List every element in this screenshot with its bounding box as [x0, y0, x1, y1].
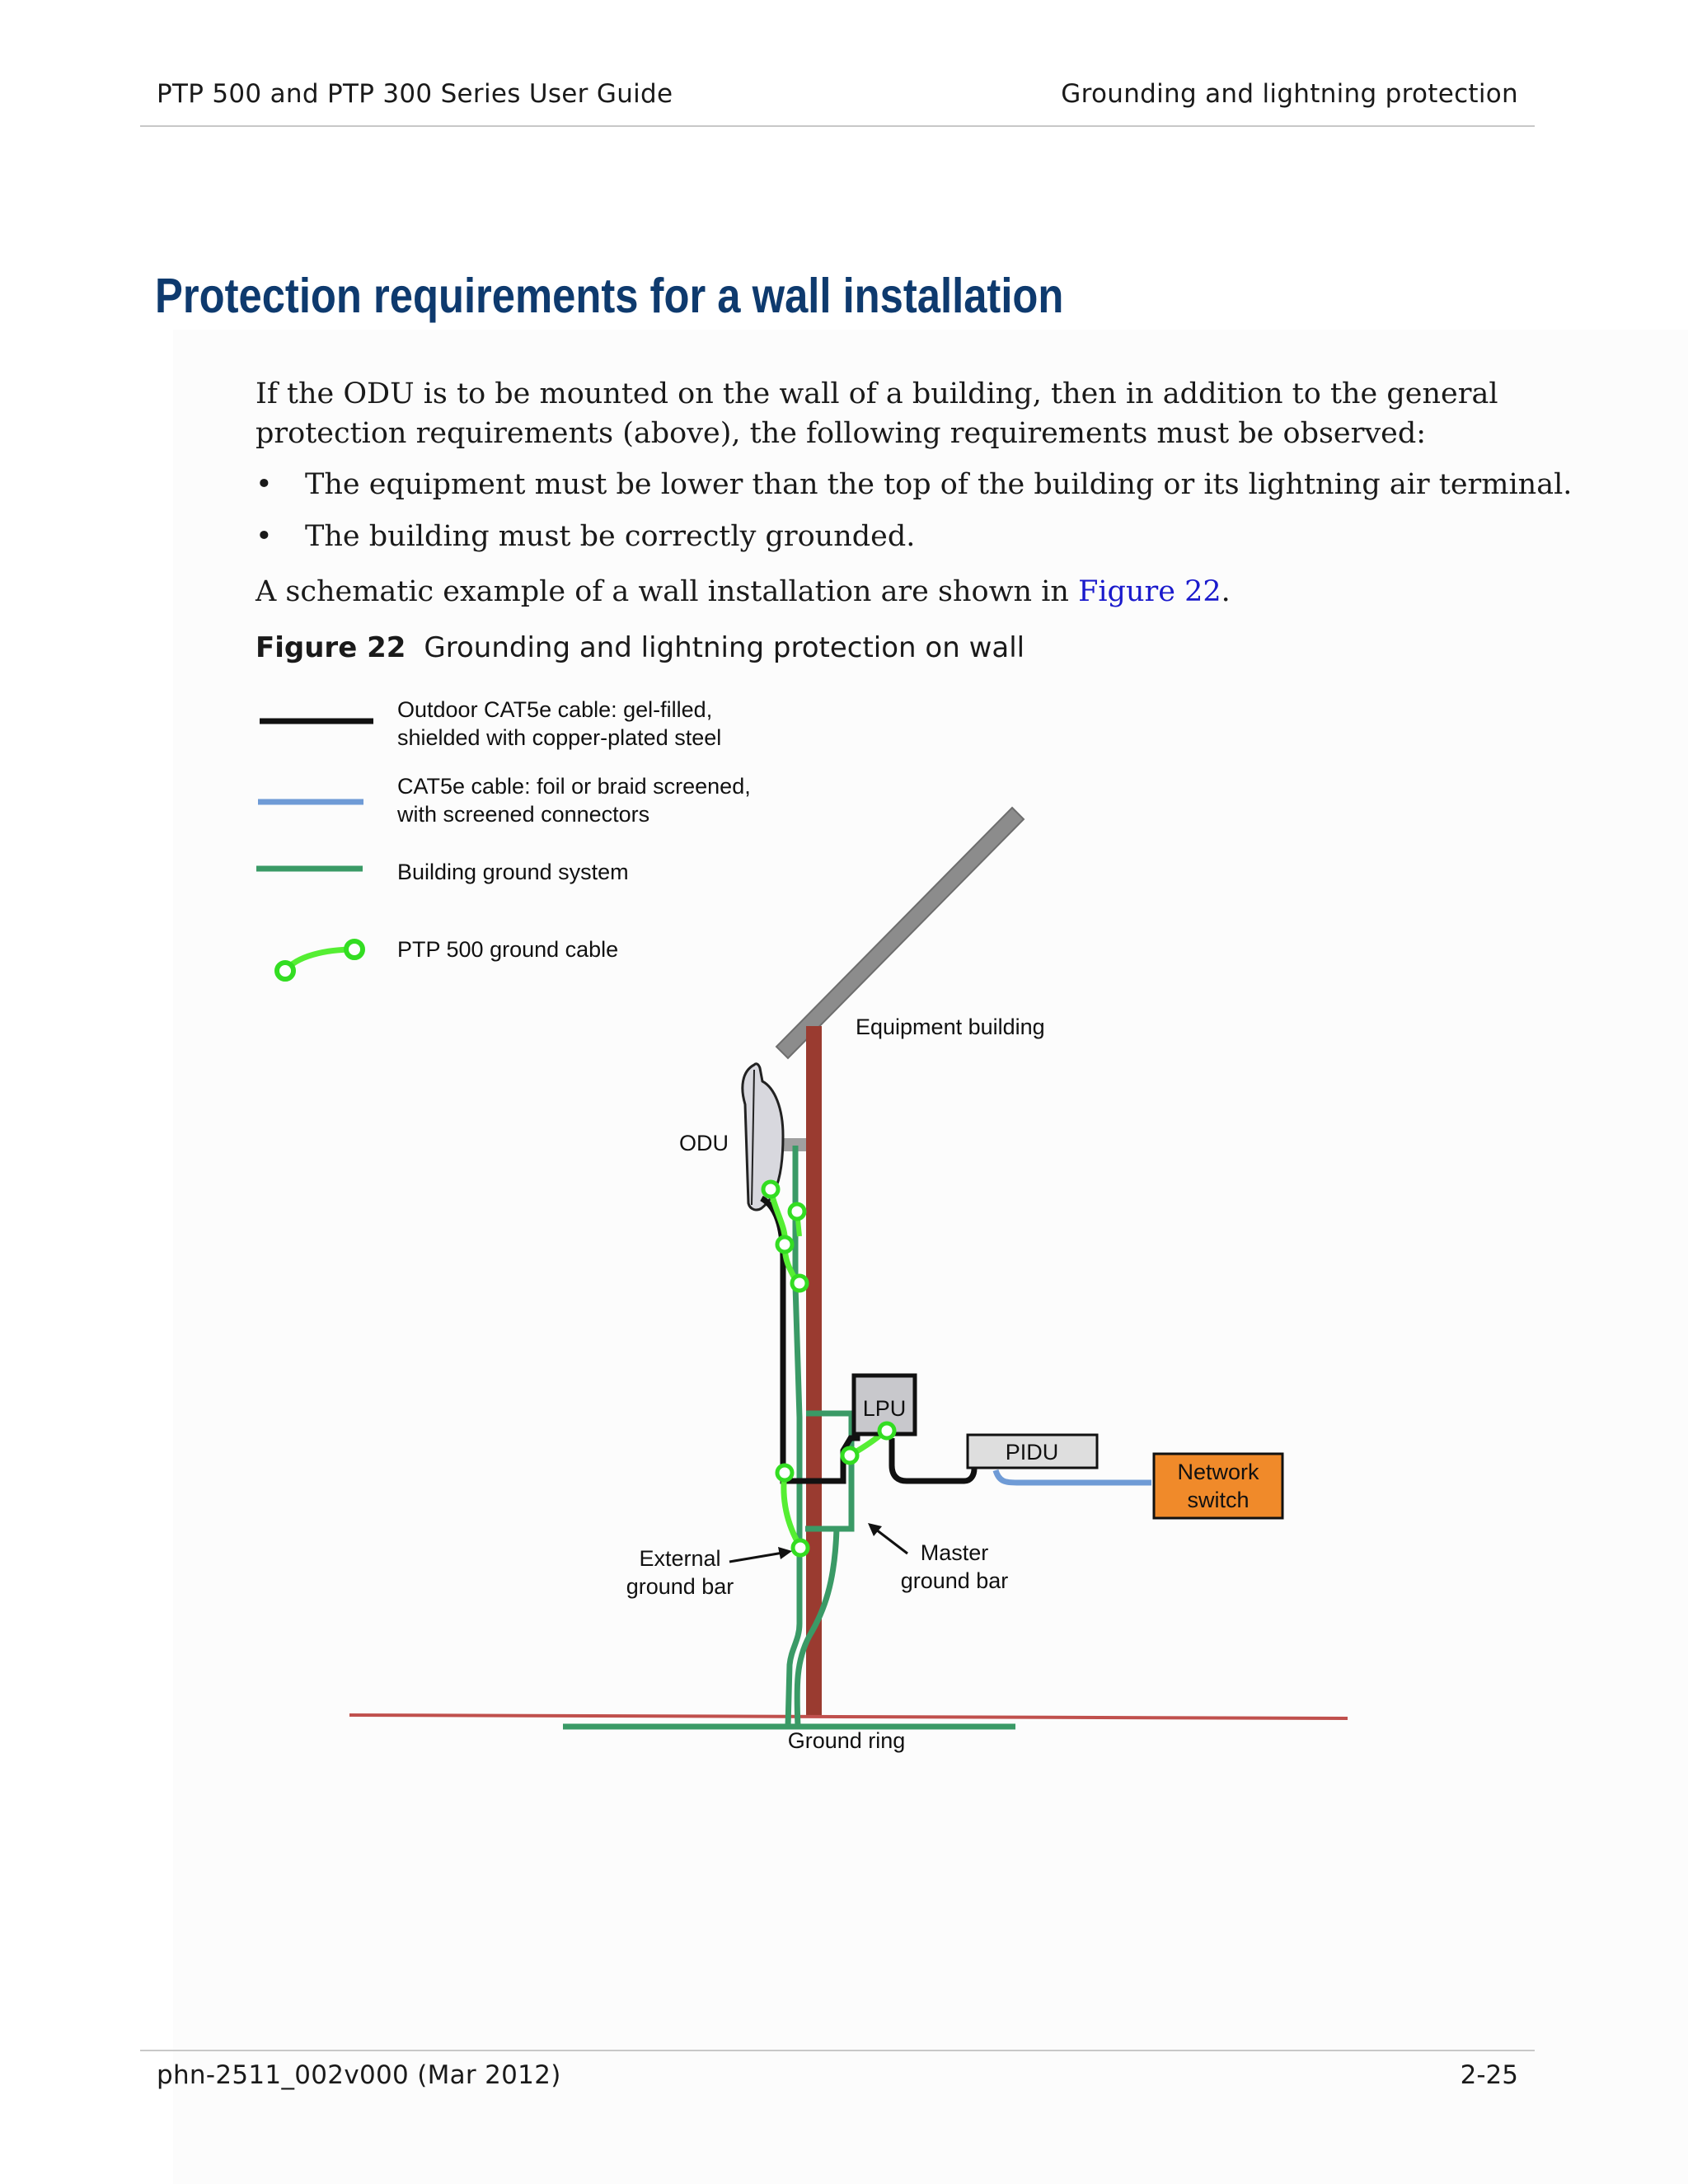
legend-swatch-ptp-ground-cable [285, 949, 354, 971]
ground-connector [842, 1448, 857, 1463]
network-switch-label-line1: Network [1177, 1460, 1259, 1484]
reference-text: A schematic example of a wall installation are shown in [256, 575, 1079, 608]
document-id: phn-2511_002v000 (Mar 2012) [157, 2060, 561, 2090]
figure-link[interactable]: Figure 22 [1078, 575, 1221, 608]
arrowhead [778, 1547, 792, 1559]
building-ground-conductor-master-bar [797, 1529, 851, 1727]
footer-rule [140, 2050, 1535, 2051]
legend-building-ground: Building ground system [397, 860, 629, 884]
lpu-label: LPU [862, 1396, 907, 1421]
legend-screened-cable-line2: with screened connectors [397, 802, 650, 827]
ground-connector [777, 1465, 792, 1480]
master-ground-bar-arrow [876, 1530, 907, 1554]
legend-screened-cable-line1: CAT5e cable: foil or braid screened, [397, 774, 751, 799]
equipment-building-label: Equipment building [856, 1015, 1045, 1039]
ground-ring-label: Ground ring [787, 1728, 906, 1753]
ground-connector [879, 1423, 894, 1438]
ground-surface [349, 1715, 1348, 1718]
ground-connector [777, 1237, 792, 1252]
running-header-section: Grounding and lightning protection [1061, 79, 1518, 109]
bullet-dot: • [256, 520, 273, 553]
ground-connector [793, 1540, 808, 1555]
network-switch-label-line2: switch [1187, 1488, 1250, 1512]
figure-label: Figure 22 [256, 631, 406, 664]
legend-ptp-ground-cable: PTP 500 ground cable [397, 937, 619, 962]
external-ground-bar-label-line1: External [639, 1546, 721, 1571]
master-ground-bar-label-line2: ground bar [900, 1568, 1009, 1593]
outdoor-cat5e-cable-lpu-pidu [892, 1438, 974, 1481]
running-header-title: PTP 500 and PTP 300 Series User Guide [157, 79, 673, 109]
legend-ground-connector [346, 941, 363, 958]
bullet-text: The equipment must be lower than the top of the building or its lightning air terminal. [305, 468, 1573, 501]
ground-connector [790, 1204, 804, 1219]
screened-cat5e-cable [996, 1470, 1151, 1483]
section-title: Protection requirements for a wall installation [155, 269, 1064, 323]
arrowhead [868, 1523, 882, 1536]
legend-outdoor-cable-line1: Outdoor CAT5e cable: gel-filled, [397, 697, 713, 722]
reference-period: . [1221, 575, 1231, 608]
master-ground-bar-label-line1: Master [920, 1540, 989, 1565]
ground-connector [792, 1276, 807, 1291]
legend-outdoor-cable-line2: shielded with copper-plated steel [397, 725, 722, 750]
pidu-label: PIDU [1005, 1440, 1059, 1465]
external-ground-bar-arrow [729, 1553, 783, 1562]
intro-paragraph: If the ODU is to be mounted on the wall of a building, then in addition to the general protection requirements (above), the following requirements must be observed: [256, 377, 1498, 450]
legend-ground-connector [277, 963, 293, 979]
odu-label: ODU [679, 1131, 729, 1155]
ground-connector [763, 1182, 778, 1197]
external-ground-bar-label-line2: ground bar [626, 1574, 734, 1599]
page-number: 2-25 [1460, 2060, 1518, 2090]
figure-caption-text: Grounding and lightning protection on wall [424, 631, 1025, 664]
bullet-dot: • [256, 468, 273, 501]
bullet-text: The building must be correctly grounded. [305, 520, 916, 553]
